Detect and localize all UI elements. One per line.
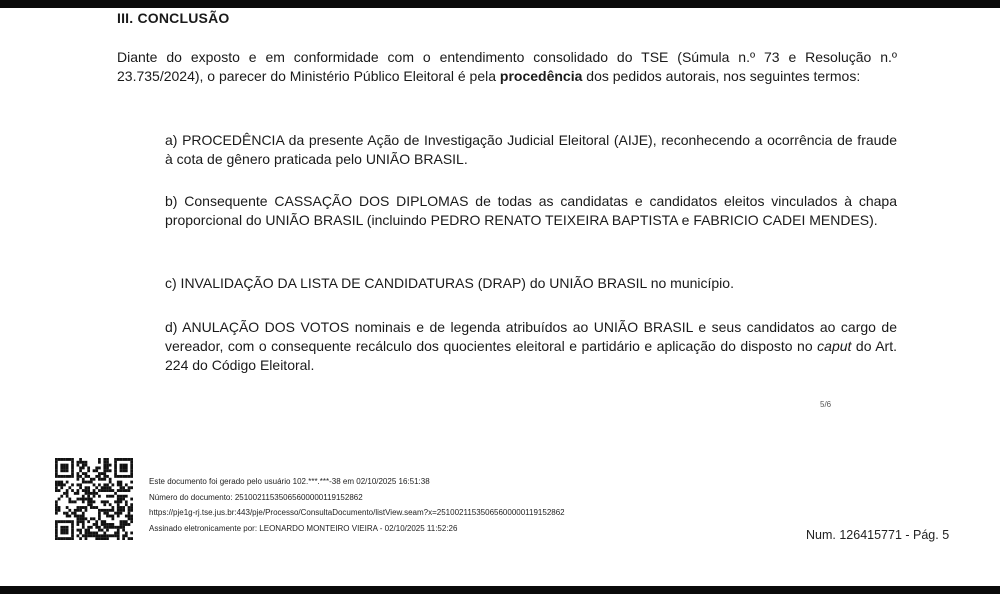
footer-doc-number: Número do documento: 25100211535065600000119152862 bbox=[149, 492, 363, 502]
item-text: do Art. 224 do Código Eleitoral. bbox=[165, 338, 898, 373]
footer-signed-by: Assinado eletronicamente por: LEONARDO MONTEIRO VIEIRA - 02/10/2025 11:52:26 bbox=[149, 523, 458, 533]
intro-text: Diante do exposto e em conformidade com o entendimento consolidado do TSE (Súmula n.º 73 e Resolução n.º 23.735/2024), o parecer do Ministério Público Eleitoral é pela bbox=[117, 49, 897, 84]
intro-paragraph bbox=[117, 48, 897, 86]
footer-url[interactable]: https://pje1g-rj.tse.jus.br:443/pje/Processo/ConsultaDocumento/listView.seam?x=25100211535065600000119152862 bbox=[149, 508, 565, 517]
footer-info bbox=[149, 474, 769, 536]
intro-emphasis: procedência bbox=[499, 68, 583, 84]
item-text: d) ANULAÇÃO DOS VOTOS nominais e de legenda atribuídos ao UNIÃO BRASIL e seus candidatos ao cargo de vereador, com o consequente recálculo dos quocientes eleitoral e partidário e aplicação do disposto no bbox=[165, 319, 897, 354]
item-b bbox=[165, 192, 897, 230]
page-number: Num. 126415771 - Pág. 5 bbox=[806, 528, 950, 542]
item-text: c) INVALIDAÇÃO DA LISTA DE CANDIDATURAS (DRAP) do UNIÃO BRASIL no município. bbox=[165, 275, 734, 291]
item-italic-text: caput bbox=[817, 338, 852, 354]
item-text: b) Consequente CASSAÇÃO DOS DIPLOMAS de todas as candidatas e candidatos eleitos vinculados à chapa proporcional do UNIÃO BRASIL (incluindo PEDRO RENATO TEIXEIRA BAPTISTA e FABRICIO CADEI MENDES). bbox=[165, 193, 897, 228]
item-text: a) PROCEDÊNCIA da presente Ação de Investigação Judicial Eleitoral (AIJE), reconhecendo a ocorrência de fraude à cota de gênero praticada pelo UNIÃO BRASIL. bbox=[165, 132, 897, 167]
page-fraction: 5/6 bbox=[820, 400, 832, 409]
item-a bbox=[165, 131, 897, 169]
footer-generated-by: Este documento foi gerado pelo usuário 102.***.***-38 em 02/10/2025 16:51:38 bbox=[149, 477, 430, 486]
intro-text: dos pedidos autorais, nos seguintes termos: bbox=[582, 68, 861, 84]
item-d bbox=[165, 318, 897, 375]
qr-code bbox=[55, 458, 133, 540]
item-c bbox=[165, 274, 897, 293]
bottom-black-bar bbox=[0, 586, 1000, 594]
section-heading: III. CONCLUSÃO bbox=[117, 10, 230, 26]
